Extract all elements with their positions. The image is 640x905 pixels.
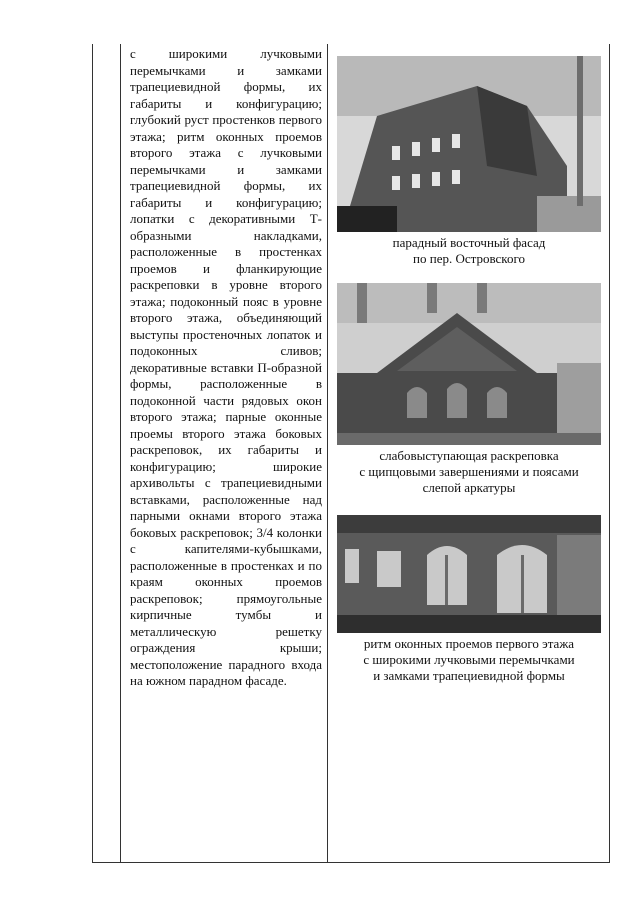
caption-1-line-1: парадный восточный фасад [392,235,546,250]
photo-ground-floor-windows [337,515,601,633]
caption-2-line-2: с щипцовыми завершениями и поясами [359,464,579,479]
caption-1-line-2: по пер. Островского [413,251,525,266]
description-cell [130,46,322,690]
caption-2-line-1: слабовыступающая раскреповка [379,448,559,463]
description-text: с широкими лучковыми перемычками и замками трапециевидной формы, их габариты и конфигурацию; глубокий руст простенков первого этажа; ритм оконных проемов второго этажа с лучковыми перемычками и замками трапециевидной формы, их габариты и конфигурацию; лопатки с декоративными Т-образными накладками, расположенные в простенках проемов и фланкирующие раскреповки в уровне второго этажа; подоконный пояс в уровне второго этажа, объединяющий выступы простеночных лопаток и подоконных сливов; декоративные вставки П-образной формы, расположенные в подоконной части рядовых окон второго этажа; парные оконные проемы второго этажа боковых раскреповок, их габариты и конфигурацию; широкие архивольты с трапециевидными вставками, расположенные над парными окнами второго этажа боковых раскреповок; 3/4 колонки с капителями-кубышками, расположенные в простенках и по краям оконных проемов раскреповок; прямоугольные кирпичные тумбы и металлическую решетку ограждения крыши; местоположение парадного входа на южном парадном фасаде. [130,46,322,688]
figure-east-facade [333,56,605,267]
caption-2-line-3: слепой аркатуры [422,480,516,495]
photo-east-facade [337,56,601,232]
figure-ground-floor-windows [333,515,605,684]
caption-3-line-1: ритм оконных проемов первого этажа [363,636,575,651]
photo-projection-gables [337,283,601,445]
caption-3-line-2: с широкими лучковыми перемычками [363,652,575,667]
column-divider-1 [120,44,121,863]
figure-projection-gables [333,283,605,496]
caption-3-line-3: и замками трапециевидной формы [373,668,565,683]
column-divider-2 [327,44,328,863]
